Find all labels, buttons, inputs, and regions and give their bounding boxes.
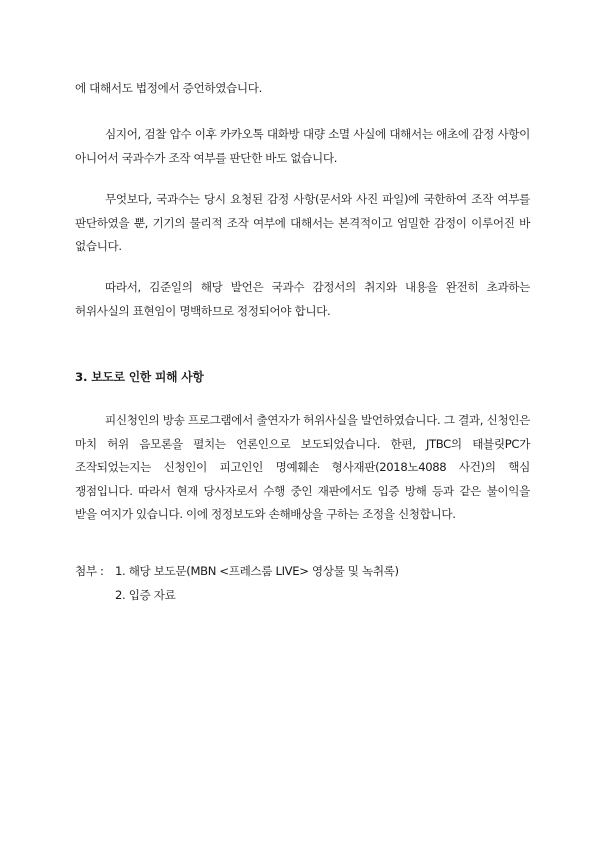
attachment-item: 2. 입증 자료 (115, 587, 176, 602)
paragraph-testimony-end: 에 대해서도 법정에서 증언하였습니다. (75, 81, 262, 95)
attachment-item: 1. 해당 보도문(MBN <프레스룸 LIVE> 영상물 및 녹취록) (115, 564, 399, 578)
paragraph-damages: 피신청인의 방송 프로그램에서 출연자가 허위사실을 발언하였습니다. 그 결과, 신청인은 마치 허위 음모론을 펼치는 언론인으로 보도되었습니다. 한편, JTBC의 태블릿PC가 조작되었는지는 신청인이 피고인인 명예훼손 형사재판(2018노4088 사건)의 핵심 쟁점입니다. 따라서 현재 당사자로서 수행 중인 재판에서도 입증 방해 등과 같은 불이익을 받을 여지가 있습니다. 이에 정정보도와 손해배상을 구하는 조정을 신청합니다. (75, 413, 530, 521)
paragraph-forensic-scope: 무엇보다, 국과수는 당시 요청된 감정 사항(문서와 사진 파일)에 국한하여 조작 여부를 판단하였을 뿐, 기기의 물리적 조작 여부에 대해서는 본격적이고 엄밀한 감정이 이루어진 바 없습니다. (75, 192, 530, 253)
attachments-label: 첨부 : (75, 564, 104, 578)
section-heading-damages: 3. 보도로 인한 피해 사항 (75, 370, 204, 384)
paragraph-kakaotalk: 심지어, 검찰 압수 이후 카카오톡 대화방 대량 소멸 사실에 대해서는 애초에 감정 사항이 아니어서 국과수가 조작 여부를 판단한 바도 없습니다. (75, 127, 530, 165)
attachment-row-2 (75, 584, 535, 608)
attachments (75, 560, 535, 607)
paragraph-conclusion: 따라서, 김준일의 해당 발언은 국과수 감정서의 취지와 내용을 완전히 초과하는 허위사실의 표현임이 명백하므로 정정되어야 합니다. (75, 280, 530, 318)
attachment-row-1 (75, 560, 535, 584)
